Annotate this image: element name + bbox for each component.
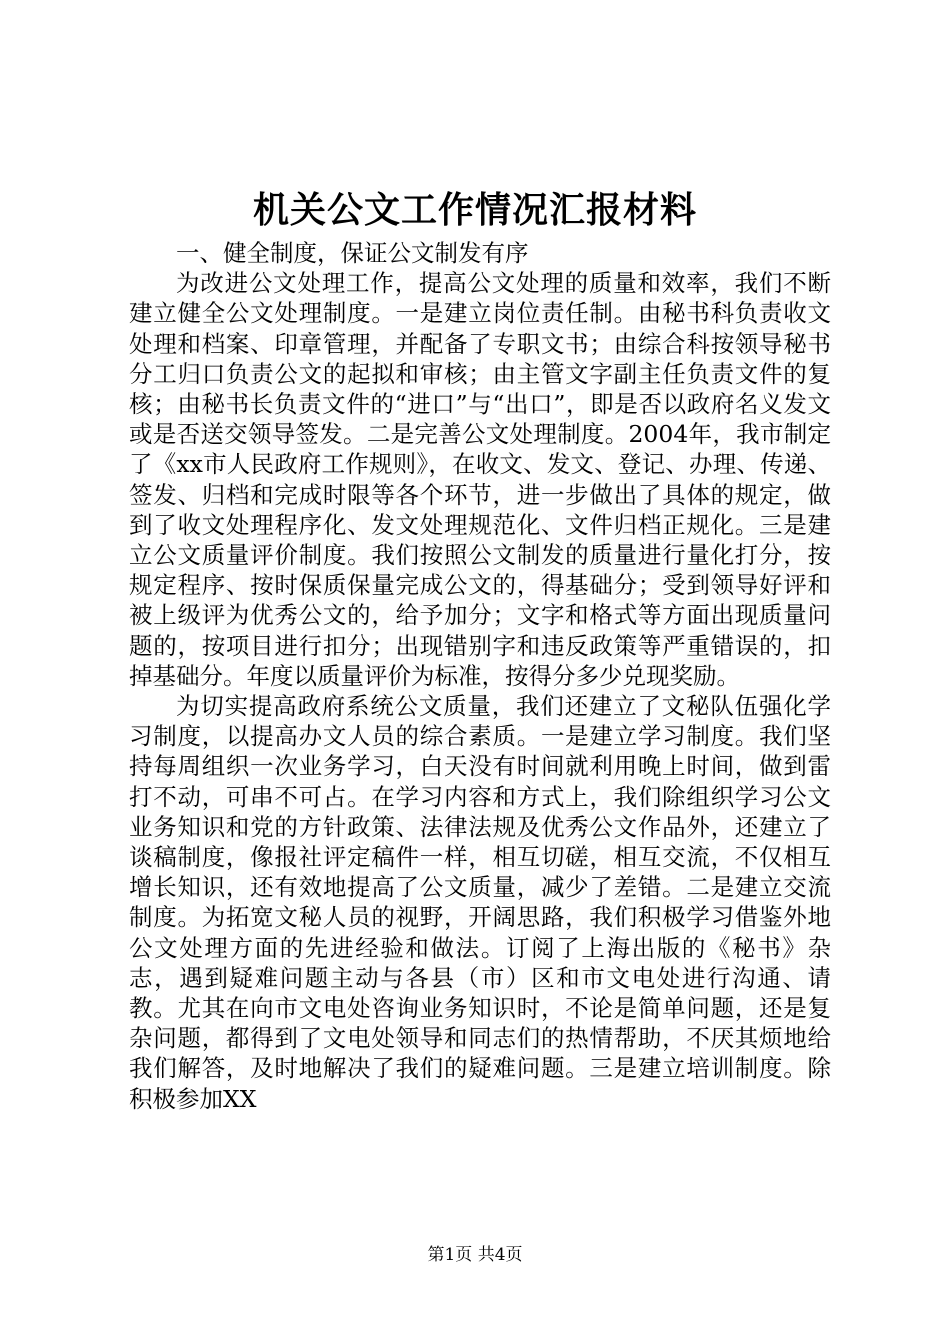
document-title: 机关公文工作情况汇报材料 bbox=[252, 189, 697, 231]
body-paragraph: 为改进公文处理工作，提高公文处理的质量和效率，我们不断建立健全公文处理制度。一是建立岗位责任制。由秘书科负责收文处理和档案、印章管理，并配备了专职文书；由综合科按领导秘书分工归口负责公文的起拟和审核；由主管文字副主任负责文件的复核；由秘书长负责文件的“进口”与“出口”，即是否以政府名义发文或是否送交领导签发。二是完善公文处理制度。2004年，我市制定了《xx市人民政府工作规则》，在收文、发文、登记、办理、传递、签发、归档和完成时限等各个环节，进一步做出了具体的规定，做到了收文处理程序化、发文处理规范化、文件归档正规化。三是建立公文质量评价制度。我们按照公文制发的质量进行量化打分，按规定程序、按时保质保量完成公文的，得基础分；受到领导好评和被上级评为优秀公文的，给予加分；文字和格式等方面出现质量问题的，按项目进行扣分；出现错别字和违反政策等严重错误的，扣掉基础分。年度以质量评价为标准，按得分多少兑现奖励。 bbox=[129, 269, 831, 690]
page-number-footer: 第1页 共4页 bbox=[427, 1245, 523, 1265]
section-heading: 一、健全制度，保证公文制发有序 bbox=[176, 239, 529, 267]
body-paragraph: 为切实提高政府系统公文质量，我们还建立了文秘队伍强化学习制度，以提高办文人员的综合素质。一是建立学习制度。我们坚持每周组织一次业务学习，白天没有时间就利用晚上时间，做到雷打不动，可串不可占。在学习内容和方式上，我们除组织学习公文业务知识和党的方针政策、法律法规及优秀公文作品外，还建立了谈稿制度，像报社评定稿件一样，相互切磋，相互交流，不仅相互增长知识，还有效地提高了公文质量，减少了差错。二是建立交流制度。为拓宽文秘人员的视野，开阔思路，我们积极学习借鉴外地公文处理方面的先进经验和做法。订阅了上海出版的《秘书》杂志，遇到疑难问题主动与各县（市）区和市文电处进行沟通、请教。尤其在向市文电处咨询业务知识时，不论是简单问题，还是复杂问题，都得到了文电处领导和同志们的热情帮助，不厌其烦地给我们解答，及时地解决了我们的疑难问题。三是建立培训制度。除积极参加XX bbox=[129, 692, 831, 1113]
document-body bbox=[129, 238, 831, 1114]
